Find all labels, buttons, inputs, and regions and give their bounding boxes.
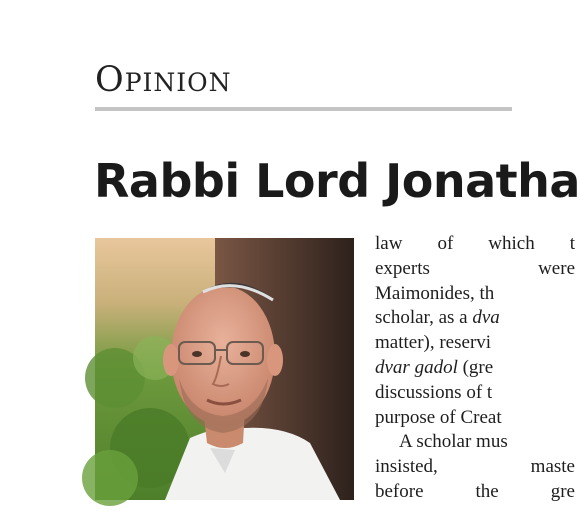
article-line: before the gre (375, 480, 575, 502)
section-divider (95, 107, 512, 111)
article-line: dvar gadol (gre (375, 356, 494, 378)
article-line: matter), reservi (375, 332, 492, 354)
article-line: Maimonides, th (375, 282, 495, 304)
author-photo (95, 238, 354, 500)
article-line: law of which t (375, 233, 575, 254)
article-line: experts were (375, 257, 575, 279)
article-line: scholar, as a dva (375, 307, 500, 329)
article-line: discussions of t (375, 381, 493, 403)
article-column (375, 232, 575, 512)
article-headline: Rabbi Lord Jonatha (94, 154, 580, 208)
section-label: Opinion (95, 60, 232, 100)
article-line: insisted, maste (375, 456, 575, 478)
article-line: A scholar mus (399, 431, 508, 453)
article-line: purpose of Creat (375, 406, 502, 428)
